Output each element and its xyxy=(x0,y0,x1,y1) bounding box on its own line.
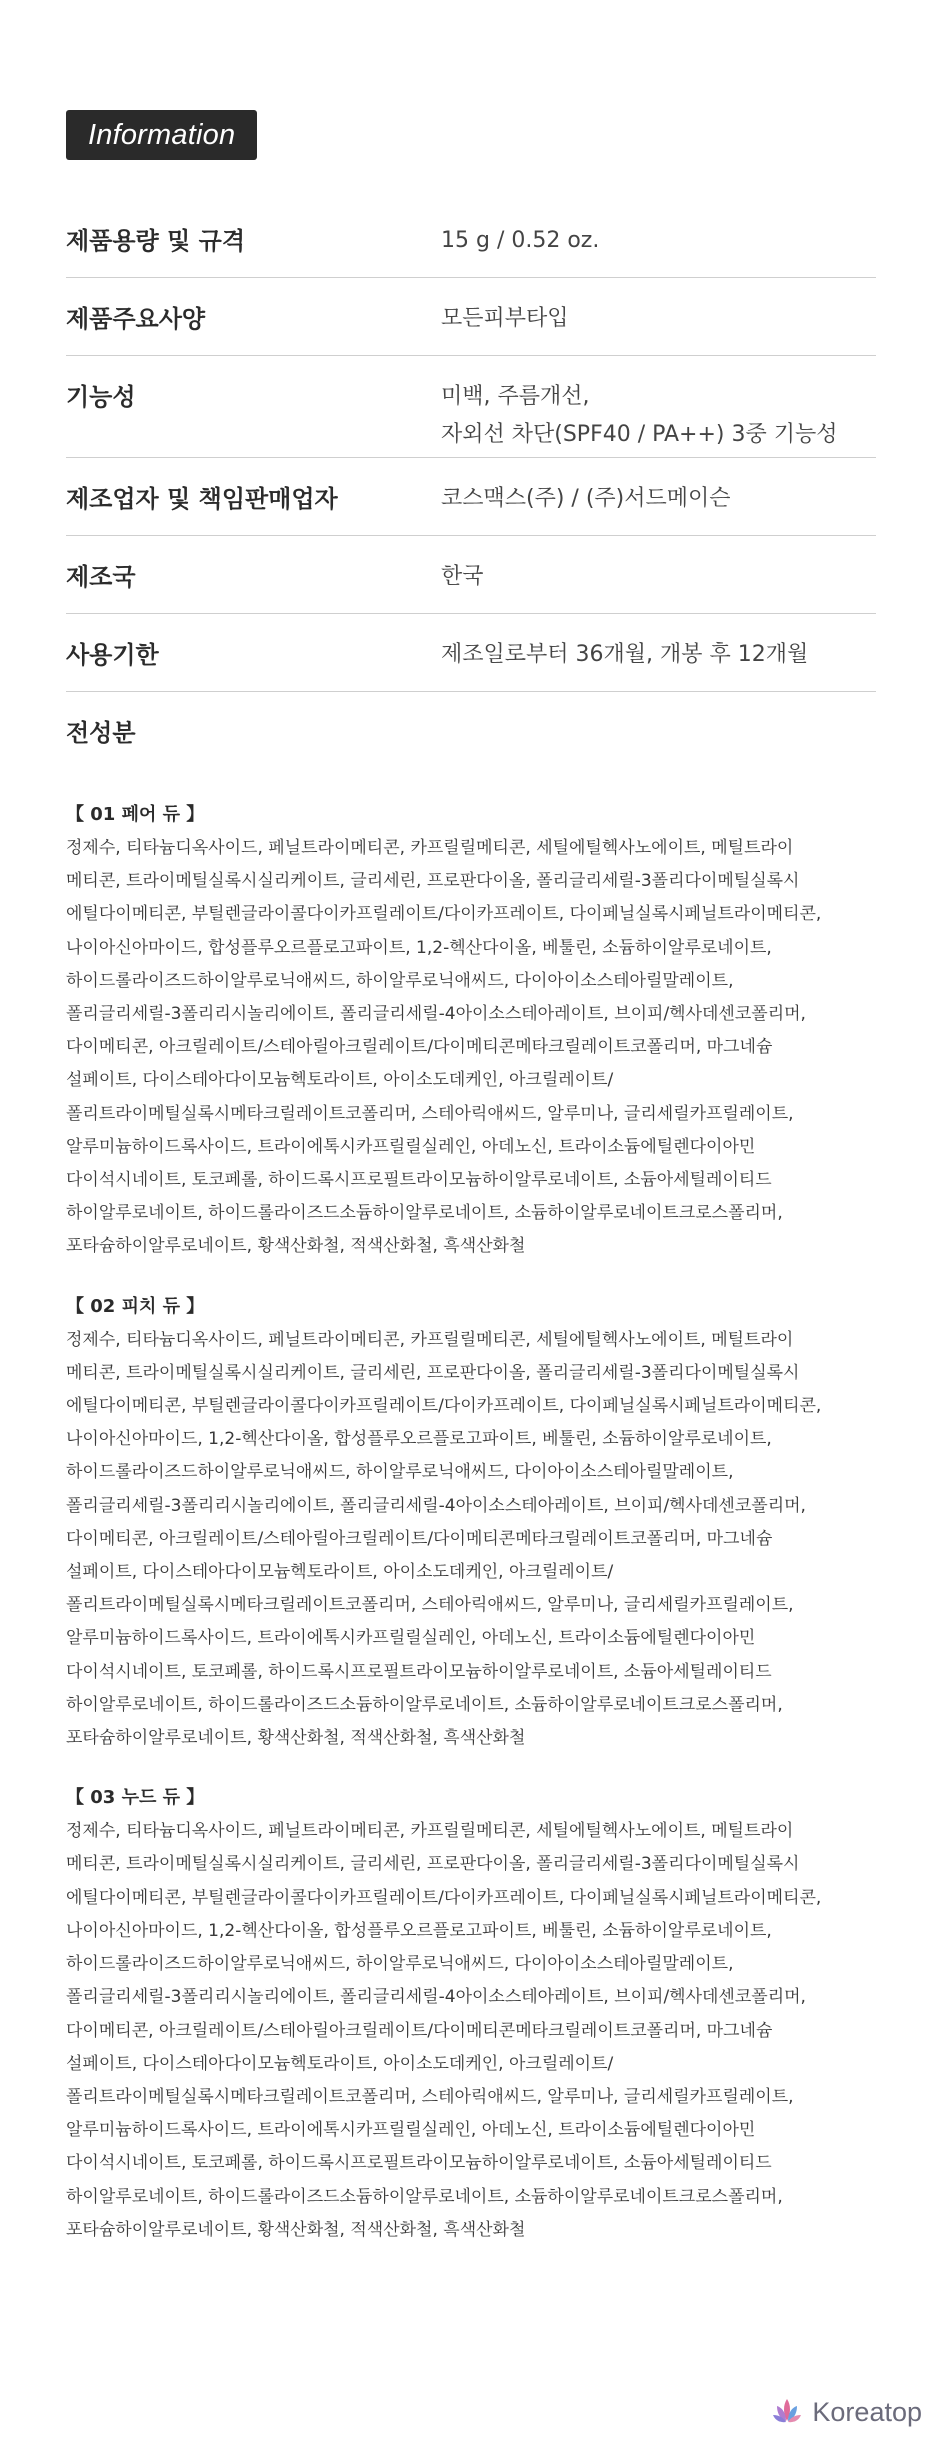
ingredient-line: 다이석시네이트, 토코페롤, 하이드록시프로필트라이모늄하이알루로네이트, 소듐아세틸레이티드 xyxy=(66,1170,772,1191)
ingredient-line: 에틸다이메티콘, 부틸렌글라이콜다이카프릴레이트/다이카프레이트, 다이페닐실록시페닐트라이메티콘, xyxy=(66,1887,822,1908)
ingredient-line: 알루미늄하이드록사이드, 트라이에톡시카프릴릴실레인, 아데노신, 트라이소듐에틸렌다이아민 xyxy=(66,1628,756,1649)
spec-row xyxy=(66,356,876,458)
spec-value xyxy=(441,300,876,355)
spec-value-line: 코스맥스(주) / (주)서드메이슨 xyxy=(441,486,731,511)
ingredient-line: 알루미늄하이드록사이드, 트라이에톡시카프릴릴실레인, 아데노신, 트라이소듐에틸렌다이아민 xyxy=(66,2120,756,2141)
ingredient-list xyxy=(66,832,886,1264)
ingredient-line: 하이알루로네이트, 하이드롤라이즈드소듐하이알루로네이트, 소듐하이알루로네이트크로스폴리머, xyxy=(66,1203,783,1224)
ingredient-line: 나이아신아마이드, 1,2-헥산다이올, 합성플루오르플로고파이트, 베툴린, 소듐하이알루로네이트, xyxy=(66,1429,772,1450)
spec-label: 제품주요사양 xyxy=(66,305,206,333)
spec-label: 기능성 xyxy=(66,383,136,411)
ingredient-line: 폴리트라이메틸실록시메타크릴레이트코폴리머, 스테아릭애씨드, 알루미나, 글리세릴카프릴레이트, xyxy=(66,1595,794,1616)
ingredients-section xyxy=(66,800,886,2275)
ingredient-line: 메티콘, 트라이메틸실록시실리케이트, 글리세린, 프로판다이올, 폴리글리세릴-3폴리다이메틸실록시 xyxy=(66,871,800,892)
spec-value-line: 미백, 주름개선, xyxy=(441,384,590,409)
spec-label: 제조업자 및 책임판매업자 xyxy=(66,485,338,513)
ingredient-line: 설페이트, 다이스테아다이모늄헥토라이트, 아이소도데케인, 아크릴레이트/ xyxy=(66,2053,614,2074)
information-badge xyxy=(66,110,257,160)
spec-value-line: 15 g / 0.52 oz. xyxy=(441,228,600,253)
spec-value xyxy=(441,222,876,277)
ingredient-line: 폴리트라이메틸실록시메타크릴레이트코폴리머, 스테아릭애씨드, 알루미나, 글리세릴카프릴레이트, xyxy=(66,2086,794,2107)
ingredient-line: 폴리글리세릴-3폴리리시놀리에이트, 폴리글리세릴-4아이소스테아레이트, 브이피/헥사데센코폴리머, xyxy=(66,1495,806,1516)
ingredient-line: 폴리글리세릴-3폴리리시놀리에이트, 폴리글리세릴-4아이소스테아레이트, 브이피/헥사데센코폴리머, xyxy=(66,1987,806,2008)
spec-value xyxy=(441,378,876,457)
ingredient-line: 다이메티콘, 아크릴레이트/스테아릴아크릴레이트/다이메티콘메타크릴레이트코폴리머, 마그네슘 xyxy=(66,2020,773,2041)
ingredient-line: 에틸다이메티콘, 부틸렌글라이콜다이카프릴레이트/다이카프레이트, 다이페닐실록시페닐트라이메티콘, xyxy=(66,904,822,925)
ingredient-line: 다이석시네이트, 토코페롤, 하이드록시프로필트라이모늄하이알루로네이트, 소듐아세틸레이티드 xyxy=(66,1661,772,1682)
spec-row xyxy=(66,692,876,762)
ingredient-line: 메티콘, 트라이메틸실록시실리케이트, 글리세린, 프로판다이올, 폴리글리세릴-3폴리다이메틸실록시 xyxy=(66,1854,800,1875)
brand-name: Koreatop xyxy=(812,2396,922,2427)
ingredient-group-title: 【 01 페어 듀 】 xyxy=(66,804,205,825)
spec-label: 전성분 xyxy=(66,719,136,747)
lotus-logo-icon xyxy=(770,2395,804,2429)
information-badge-label: Information xyxy=(88,118,236,151)
ingredient-group xyxy=(66,1783,886,2247)
spec-value-line: 한국 xyxy=(441,564,484,589)
ingredient-line: 정제수, 티타늄디옥사이드, 페닐트라이메티콘, 카프릴릴메티콘, 세틸에틸헥사노에이트, 메틸트라이 xyxy=(66,1821,794,1842)
spec-row xyxy=(66,278,876,356)
ingredient-list xyxy=(66,1324,886,1756)
spec-row xyxy=(66,536,876,614)
ingredient-line: 설페이트, 다이스테아다이모늄헥토라이트, 아이소도데케인, 아크릴레이트/ xyxy=(66,1070,614,1091)
ingredient-line: 정제수, 티타늄디옥사이드, 페닐트라이메티콘, 카프릴릴메티콘, 세틸에틸헥사노에이트, 메틸트라이 xyxy=(66,838,794,858)
ingredient-group-title: 【 02 피치 듀 】 xyxy=(66,1295,205,1317)
ingredient-line: 에틸다이메티콘, 부틸렌글라이콜다이카프릴레이트/다이카프레이트, 다이페닐실록시페닐트라이메티콘, xyxy=(66,1396,822,1417)
ingredient-line: 포타슘하이알루로네이트, 황색산화철, 적색산화철, 흑색산화철 xyxy=(66,1728,526,1749)
ingredient-line: 하이알루로네이트, 하이드롤라이즈드소듐하이알루로네이트, 소듐하이알루로네이트크로스폴리머, xyxy=(66,2186,783,2207)
ingredient-line: 다이메티콘, 아크릴레이트/스테아릴아크릴레이트/다이메티콘메타크릴레이트코폴리머, 마그네슘 xyxy=(66,1037,773,1058)
ingredient-group-title: 【 03 누드 듀 】 xyxy=(66,1787,205,1809)
ingredient-line: 포타슘하이알루로네이트, 황색산화철, 적색산화철, 흑색산화철 xyxy=(66,1236,526,1257)
spec-label: 제조국 xyxy=(66,563,136,591)
spec-row xyxy=(66,200,876,278)
ingredient-line: 하이드롤라이즈드하이알루로닉애씨드, 하이알루로닉애씨드, 다이아이소스테아릴말레이트, xyxy=(66,1462,734,1483)
ingredient-line: 정제수, 티타늄디옥사이드, 페닐트라이메티콘, 카프릴릴메티콘, 세틸에틸헥사노에이트, 메틸트라이 xyxy=(66,1329,794,1350)
ingredient-group xyxy=(66,800,886,1264)
ingredient-list xyxy=(66,1815,886,2247)
spec-value xyxy=(441,558,876,613)
ingredient-line: 하이드롤라이즈드하이알루로닉애씨드, 하이알루로닉애씨드, 다이아이소스테아릴말레이트, xyxy=(66,970,734,991)
spec-label: 제품용량 및 규격 xyxy=(66,227,245,255)
ingredient-line: 하이알루로네이트, 하이드롤라이즈드소듐하이알루로네이트, 소듐하이알루로네이트크로스폴리머, xyxy=(66,1694,783,1715)
ingredient-line: 설페이트, 다이스테아다이모늄헥토라이트, 아이소도데케인, 아크릴레이트/ xyxy=(66,1562,614,1583)
ingredient-line: 알루미늄하이드록사이드, 트라이에톡시카프릴릴실레인, 아데노신, 트라이소듐에틸렌다이아민 xyxy=(66,1136,756,1157)
spec-value xyxy=(441,714,876,762)
ingredient-line: 하이드롤라이즈드하이알루로닉애씨드, 하이알루로닉애씨드, 다이아이소스테아릴말레이트, xyxy=(66,1954,734,1975)
ingredient-line: 나이아신아마이드, 합성플루오르플로고파이트, 1,2-헥산다이올, 베툴린, 소듐하이알루로네이트, xyxy=(66,937,772,958)
spec-row xyxy=(66,458,876,536)
spec-value xyxy=(441,480,876,535)
spec-row xyxy=(66,614,876,692)
ingredient-line: 폴리트라이메틸실록시메타크릴레이트코폴리머, 스테아릭애씨드, 알루미나, 글리세릴카프릴레이트, xyxy=(66,1103,794,1124)
ingredient-line: 나이아신아마이드, 1,2-헥산다이올, 합성플루오르플로고파이트, 베툴린, 소듐하이알루로네이트, xyxy=(66,1920,772,1941)
spec-value-line: 자외선 차단(SPF40 / PA++) 3중 기능성 xyxy=(441,422,838,447)
spec-value-line: 모든피부타입 xyxy=(441,306,569,331)
spec-label: 사용기한 xyxy=(66,641,159,669)
ingredient-line: 폴리글리세릴-3폴리리시놀리에이트, 폴리글리세릴-4아이소스테아레이트, 브이피/헥사데센코폴리머, xyxy=(66,1004,806,1025)
spec-value xyxy=(441,636,876,691)
ingredient-group xyxy=(66,1292,886,1756)
ingredient-line: 다이메티콘, 아크릴레이트/스테아릴아크릴레이트/다이메티콘메타크릴레이트코폴리머, 마그네슘 xyxy=(66,1528,773,1549)
ingredient-line: 포타슘하이알루로네이트, 황색산화철, 적색산화철, 흑색산화철 xyxy=(66,2219,526,2240)
brand-watermark xyxy=(770,2395,922,2429)
ingredient-line: 메티콘, 트라이메틸실록시실리케이트, 글리세린, 프로판다이올, 폴리글리세릴-3폴리다이메틸실록시 xyxy=(66,1362,800,1383)
spec-table xyxy=(66,200,876,762)
ingredient-line: 다이석시네이트, 토코페롤, 하이드록시프로필트라이모늄하이알루로네이트, 소듐아세틸레이티드 xyxy=(66,2153,772,2174)
spec-value-line: 제조일로부터 36개월, 개봉 후 12개월 xyxy=(441,642,809,667)
